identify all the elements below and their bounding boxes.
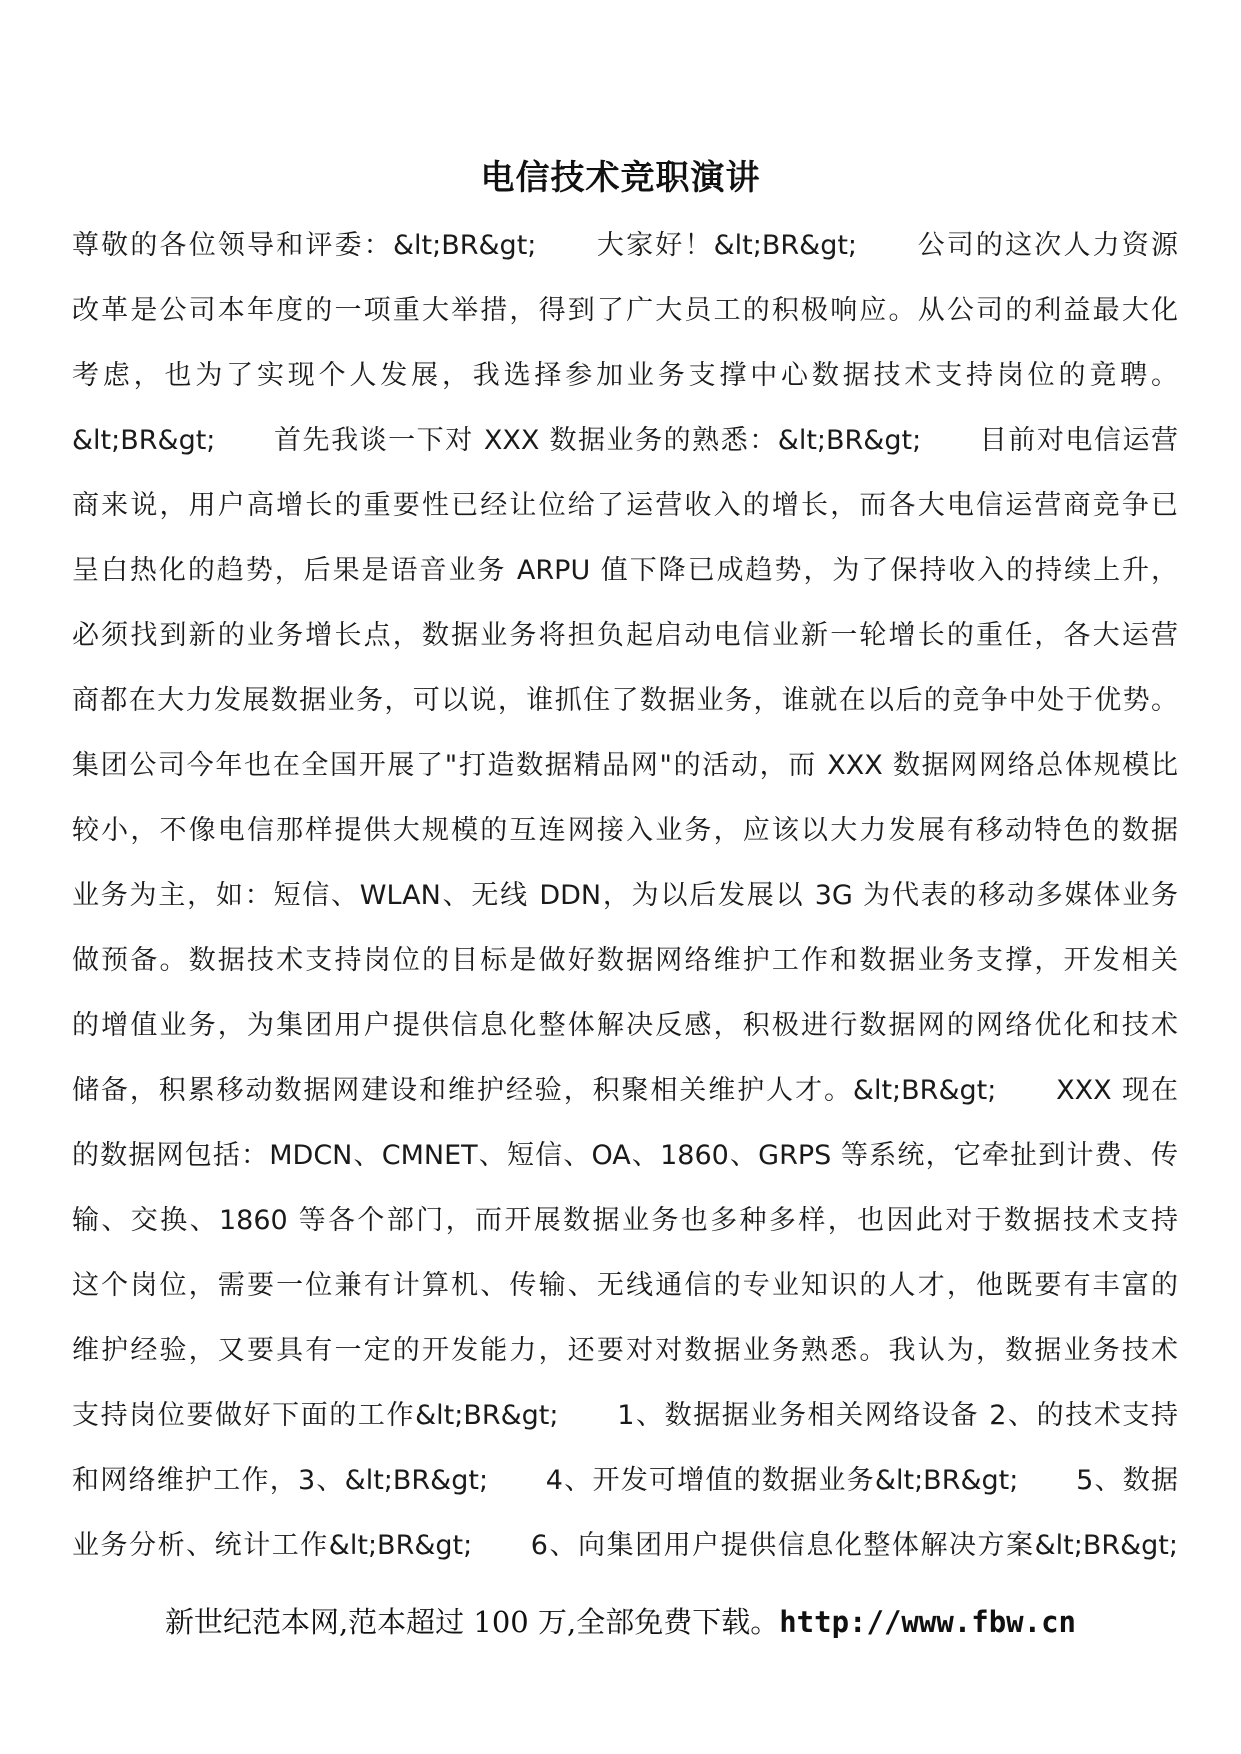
- body-line: 的增值业务，为集团用户提供信息化整体解决反感，积极进行数据网的网络优化和技术: [72, 1010, 1178, 1041]
- body-line: 这个岗位，需要一位兼有计算机、传输、无线通信的专业知识的人才，他既要有丰富的: [72, 1270, 1178, 1301]
- document-title: 电信技术竞职演讲: [480, 158, 761, 198]
- body-line: 必须找到新的业务增长点，数据业务将担负起启动电信业新一轮增长的重任，各大运营: [72, 620, 1178, 651]
- body-line: 呈白热化的趋势，后果是语音业务 ARPU 值下降已成趋势，为了保持收入的持续上升，: [72, 555, 1178, 586]
- body-line: 业务分析、统计工作&lt;BR&gt; 6、向集团用户提供信息化整体解决方案&lt;BR&gt;: [72, 1530, 1178, 1561]
- body-line: 较小，不像电信那样提供大规模的互连网接入业务，应该以大力发展有移动特色的数据: [72, 815, 1178, 846]
- body-line: 维护经验，又要具有一定的开发能力，还要对对数据业务熟悉。我认为，数据业务技术: [72, 1335, 1178, 1366]
- body-line: &lt;BR&gt; 首先我谈一下对 XXX 数据业务的熟悉：&lt;BR&gt; 目前对电信运营: [72, 425, 1178, 456]
- body-line: 做预备。数据技术支持岗位的目标是做好数据网络维护工作和数据业务支撑，开发相关: [72, 945, 1178, 976]
- body-line: 业务为主，如：短信、WLAN、无线 DDN，为以后发展以 3G 为代表的移动多媒体业务: [72, 880, 1178, 911]
- body-line: 的数据网包括：MDCN、CMNET、短信、OA、1860、GRPS 等系统，它牵扯到计费、传: [72, 1140, 1178, 1171]
- body-line: 考虑，也为了实现个人发展，我选择参加业务支撑中心数据技术支持岗位的竟聘。: [72, 360, 1178, 391]
- body-line: 改革是公司本年度的一项重大举措，得到了广大员工的积极响应。从公司的利益最大化: [72, 295, 1178, 326]
- body-line: 和网络维护工作，3、&lt;BR&gt; 4、开发可增值的数据业务&lt;BR&gt; 5、数据: [72, 1465, 1178, 1496]
- body-line: 支持岗位要做好下面的工作&lt;BR&gt; 1、数据据业务相关网络设备 2、的技术支持: [72, 1400, 1178, 1431]
- footer-text: 新世纪范本网,范本超过 100 万,全部免费下载。: [164, 1605, 780, 1639]
- body-line: 商来说，用户高增长的重要性已经让位给了运营收入的增长，而各大电信运营商竞争已: [72, 490, 1178, 521]
- body-line: 尊敬的各位领导和评委：&lt;BR&gt; 大家好！&lt;BR&gt; 公司的这次人力资源: [72, 230, 1178, 261]
- body-line: 储备，积累移动数据网建设和维护经验，积聚相关维护人才。&lt;BR&gt; XXX 现在: [72, 1075, 1178, 1106]
- body-line: 输、交换、1860 等各个部门，而开展数据业务也多种多样，也因此对于数据技术支持: [72, 1205, 1178, 1236]
- footer-link[interactable]: http://www.fbw.cn: [779, 1605, 1077, 1639]
- page-footer: [0, 1602, 1241, 1643]
- body-line: 商都在大力发展数据业务，可以说，谁抓住了数据业务，谁就在以后的竞争中处于优势。: [72, 685, 1178, 716]
- document-body: [72, 226, 1178, 1591]
- body-line: 集团公司今年也在全国开展了"打造数据精品网"的活动，而 XXX 数据网网络总体规模比: [72, 750, 1178, 781]
